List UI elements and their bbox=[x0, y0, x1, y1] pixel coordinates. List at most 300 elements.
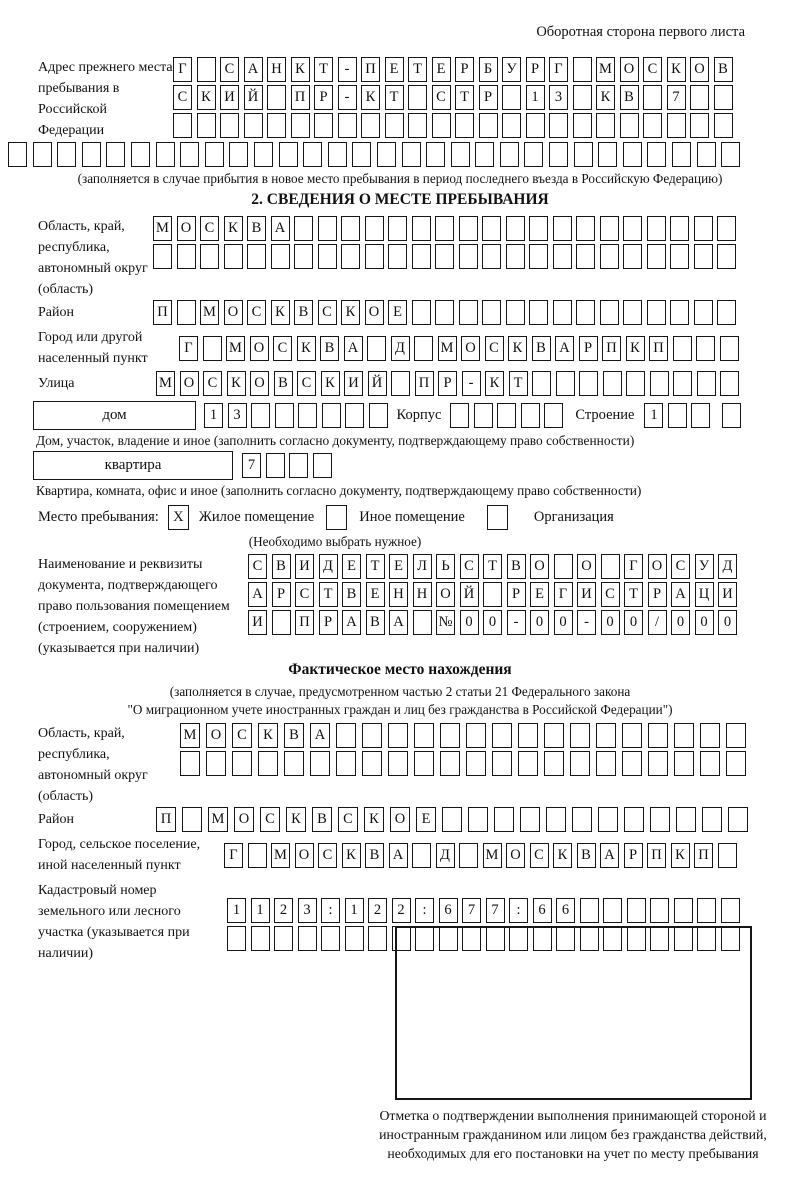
char-cell[interactable]: 7 bbox=[242, 453, 261, 478]
char-cell[interactable]: : bbox=[321, 898, 340, 923]
char-cell[interactable]: К bbox=[286, 807, 306, 832]
char-cell[interactable] bbox=[647, 300, 666, 325]
char-cell[interactable]: 1 bbox=[204, 403, 223, 428]
char-cell[interactable] bbox=[466, 751, 486, 776]
char-cell[interactable]: Р bbox=[479, 85, 498, 110]
char-cell[interactable]: В bbox=[532, 336, 551, 361]
char-cell[interactable]: Г bbox=[549, 57, 568, 82]
char-cell[interactable] bbox=[518, 723, 538, 748]
char-cell[interactable]: Р bbox=[319, 610, 338, 635]
char-cell[interactable] bbox=[131, 142, 150, 167]
char-cell[interactable] bbox=[674, 751, 694, 776]
char-cell[interactable] bbox=[440, 723, 460, 748]
char-cell[interactable] bbox=[182, 807, 202, 832]
char-cell[interactable]: Н bbox=[267, 57, 286, 82]
char-cell[interactable]: Т bbox=[624, 582, 643, 607]
char-cell[interactable]: Т bbox=[455, 85, 474, 110]
char-cell[interactable]: Б bbox=[479, 57, 498, 82]
char-cell[interactable] bbox=[553, 300, 572, 325]
char-cell[interactable]: К bbox=[297, 336, 316, 361]
char-cell[interactable] bbox=[697, 371, 716, 396]
char-cell[interactable] bbox=[267, 113, 286, 138]
char-cell[interactable]: Н bbox=[413, 582, 432, 607]
char-cell[interactable] bbox=[435, 300, 454, 325]
prev-address-overflow-row[interactable] bbox=[8, 142, 792, 167]
char-cell[interactable]: В bbox=[714, 57, 733, 82]
char-cell[interactable] bbox=[596, 113, 615, 138]
char-cell[interactable] bbox=[494, 807, 514, 832]
char-cell[interactable]: К bbox=[342, 843, 361, 868]
cell-row[interactable] bbox=[179, 336, 739, 361]
char-cell[interactable]: О bbox=[648, 554, 667, 579]
char-cell[interactable]: Д bbox=[436, 843, 455, 868]
char-cell[interactable] bbox=[284, 751, 304, 776]
char-cell[interactable]: М bbox=[153, 216, 172, 241]
char-cell[interactable]: Р bbox=[438, 371, 457, 396]
char-cell[interactable] bbox=[524, 142, 543, 167]
char-cell[interactable]: В bbox=[272, 554, 291, 579]
char-cell[interactable] bbox=[314, 113, 333, 138]
char-cell[interactable]: В bbox=[365, 843, 384, 868]
char-cell[interactable] bbox=[576, 300, 595, 325]
char-cell[interactable] bbox=[318, 216, 337, 241]
char-cell[interactable]: 0 bbox=[483, 610, 502, 635]
char-cell[interactable] bbox=[412, 244, 431, 269]
char-cell[interactable]: Е bbox=[385, 57, 404, 82]
char-cell[interactable]: Т bbox=[385, 85, 404, 110]
char-cell[interactable] bbox=[580, 898, 599, 923]
char-cell[interactable] bbox=[506, 216, 525, 241]
checkbox-organizatsiya[interactable] bbox=[487, 505, 508, 530]
char-cell[interactable] bbox=[279, 142, 298, 167]
char-cell[interactable] bbox=[690, 113, 709, 138]
char-cell[interactable] bbox=[622, 751, 642, 776]
char-cell[interactable] bbox=[459, 300, 478, 325]
char-cell[interactable]: К bbox=[291, 57, 310, 82]
char-cell[interactable] bbox=[413, 610, 432, 635]
char-cell[interactable]: С bbox=[260, 807, 280, 832]
char-cell[interactable]: - bbox=[338, 85, 357, 110]
char-cell[interactable] bbox=[554, 554, 573, 579]
char-cell[interactable]: С bbox=[485, 336, 504, 361]
char-cell[interactable] bbox=[275, 403, 294, 428]
char-cell[interactable]: 7 bbox=[486, 898, 505, 923]
char-cell[interactable]: В bbox=[284, 723, 304, 748]
char-cell[interactable] bbox=[518, 751, 538, 776]
char-cell[interactable] bbox=[598, 807, 618, 832]
char-cell[interactable]: У bbox=[695, 554, 714, 579]
char-cell[interactable] bbox=[336, 723, 356, 748]
char-cell[interactable] bbox=[479, 113, 498, 138]
char-cell[interactable]: К bbox=[364, 807, 384, 832]
char-cell[interactable] bbox=[600, 300, 619, 325]
char-cell[interactable]: И bbox=[344, 371, 363, 396]
char-cell[interactable]: М bbox=[271, 843, 290, 868]
char-cell[interactable] bbox=[442, 807, 462, 832]
char-cell[interactable] bbox=[572, 807, 592, 832]
char-cell[interactable] bbox=[205, 142, 224, 167]
char-cell[interactable] bbox=[251, 403, 270, 428]
char-cell[interactable] bbox=[700, 751, 720, 776]
char-cell[interactable] bbox=[206, 751, 226, 776]
char-cell[interactable] bbox=[650, 807, 670, 832]
char-cell[interactable] bbox=[229, 142, 248, 167]
char-cell[interactable] bbox=[414, 336, 433, 361]
char-cell[interactable]: П bbox=[602, 336, 621, 361]
char-cell[interactable]: О bbox=[577, 554, 596, 579]
char-cell[interactable]: 6 bbox=[556, 898, 575, 923]
char-cell[interactable] bbox=[720, 336, 739, 361]
cell-row[interactable] bbox=[248, 554, 737, 579]
checkbox-inoe[interactable] bbox=[326, 505, 347, 530]
dom-type-box[interactable]: дом bbox=[33, 401, 196, 430]
char-cell[interactable] bbox=[722, 403, 741, 428]
char-cell[interactable] bbox=[700, 723, 720, 748]
char-cell[interactable] bbox=[603, 898, 622, 923]
char-cell[interactable]: П bbox=[153, 300, 172, 325]
char-cell[interactable]: Р bbox=[526, 57, 545, 82]
char-cell[interactable]: О bbox=[224, 300, 243, 325]
char-cell[interactable] bbox=[574, 142, 593, 167]
char-cell[interactable] bbox=[426, 142, 445, 167]
char-cell[interactable]: К bbox=[224, 216, 243, 241]
char-cell[interactable]: П bbox=[156, 807, 176, 832]
char-cell[interactable]: Р bbox=[272, 582, 291, 607]
char-cell[interactable]: К bbox=[508, 336, 527, 361]
char-cell[interactable] bbox=[294, 244, 313, 269]
char-cell[interactable] bbox=[272, 610, 291, 635]
char-cell[interactable]: М bbox=[483, 843, 502, 868]
char-cell[interactable] bbox=[106, 142, 125, 167]
char-cell[interactable]: К bbox=[258, 723, 278, 748]
char-cell[interactable] bbox=[697, 898, 716, 923]
char-cell[interactable]: 1 bbox=[526, 85, 545, 110]
char-cell[interactable]: 1 bbox=[227, 898, 246, 923]
char-cell[interactable] bbox=[173, 113, 192, 138]
char-cell[interactable]: К bbox=[667, 57, 686, 82]
char-cell[interactable] bbox=[474, 403, 493, 428]
char-cell[interactable] bbox=[266, 453, 285, 478]
char-cell[interactable] bbox=[224, 244, 243, 269]
char-cell[interactable] bbox=[544, 403, 563, 428]
char-cell[interactable] bbox=[33, 142, 52, 167]
char-cell[interactable] bbox=[544, 751, 564, 776]
char-cell[interactable] bbox=[650, 371, 669, 396]
char-cell[interactable] bbox=[573, 85, 592, 110]
char-cell[interactable]: П bbox=[647, 843, 666, 868]
char-cell[interactable]: П bbox=[361, 57, 380, 82]
char-cell[interactable]: О bbox=[250, 371, 269, 396]
char-cell[interactable]: 1 bbox=[251, 898, 270, 923]
char-cell[interactable]: Т bbox=[366, 554, 385, 579]
char-cell[interactable]: С bbox=[173, 85, 192, 110]
char-cell[interactable] bbox=[673, 336, 692, 361]
char-cell[interactable] bbox=[247, 244, 266, 269]
char-cell[interactable] bbox=[694, 216, 713, 241]
char-cell[interactable]: Е bbox=[366, 582, 385, 607]
char-cell[interactable]: О bbox=[365, 300, 384, 325]
char-cell[interactable]: А bbox=[600, 843, 619, 868]
char-cell[interactable]: Р bbox=[648, 582, 667, 607]
char-cell[interactable] bbox=[647, 216, 666, 241]
char-cell[interactable] bbox=[624, 807, 644, 832]
char-cell[interactable]: С bbox=[338, 807, 358, 832]
char-cell[interactable] bbox=[177, 244, 196, 269]
char-cell[interactable] bbox=[440, 751, 460, 776]
char-cell[interactable] bbox=[367, 336, 386, 361]
char-cell[interactable]: Р bbox=[455, 57, 474, 82]
char-cell[interactable]: М bbox=[596, 57, 615, 82]
char-cell[interactable]: А bbox=[389, 843, 408, 868]
char-cell[interactable]: С bbox=[643, 57, 662, 82]
char-cell[interactable]: К bbox=[341, 300, 360, 325]
char-cell[interactable] bbox=[623, 216, 642, 241]
cell-row[interactable] bbox=[153, 300, 736, 325]
char-cell[interactable]: 0 bbox=[624, 610, 643, 635]
char-cell[interactable] bbox=[520, 807, 540, 832]
char-cell[interactable] bbox=[717, 216, 736, 241]
char-cell[interactable]: Ь bbox=[436, 554, 455, 579]
char-cell[interactable] bbox=[694, 300, 713, 325]
char-cell[interactable] bbox=[696, 336, 715, 361]
char-cell[interactable]: : bbox=[415, 898, 434, 923]
char-cell[interactable] bbox=[579, 371, 598, 396]
char-cell[interactable] bbox=[623, 142, 642, 167]
char-cell[interactable]: Т bbox=[319, 582, 338, 607]
char-cell[interactable]: К bbox=[596, 85, 615, 110]
char-cell[interactable] bbox=[497, 403, 516, 428]
char-cell[interactable]: К bbox=[553, 843, 572, 868]
char-cell[interactable] bbox=[377, 142, 396, 167]
char-cell[interactable] bbox=[388, 751, 408, 776]
char-cell[interactable]: О bbox=[250, 336, 269, 361]
char-cell[interactable] bbox=[526, 113, 545, 138]
char-cell[interactable]: В bbox=[577, 843, 596, 868]
char-cell[interactable] bbox=[570, 751, 590, 776]
char-cell[interactable] bbox=[365, 244, 384, 269]
char-cell[interactable] bbox=[414, 751, 434, 776]
char-cell[interactable] bbox=[336, 751, 356, 776]
char-cell[interactable]: А bbox=[244, 57, 263, 82]
char-cell[interactable] bbox=[672, 142, 691, 167]
char-cell[interactable] bbox=[576, 244, 595, 269]
char-cell[interactable]: О bbox=[180, 371, 199, 396]
char-cell[interactable]: В bbox=[342, 582, 361, 607]
char-cell[interactable]: С bbox=[601, 582, 620, 607]
char-cell[interactable] bbox=[500, 142, 519, 167]
char-cell[interactable]: Г bbox=[179, 336, 198, 361]
char-cell[interactable] bbox=[203, 336, 222, 361]
char-cell[interactable]: В bbox=[507, 554, 526, 579]
char-cell[interactable]: П bbox=[649, 336, 668, 361]
char-cell[interactable] bbox=[412, 300, 431, 325]
char-cell[interactable]: К bbox=[227, 371, 246, 396]
char-cell[interactable] bbox=[676, 807, 696, 832]
char-cell[interactable]: С bbox=[220, 57, 239, 82]
char-cell[interactable]: К bbox=[671, 843, 690, 868]
char-cell[interactable] bbox=[506, 244, 525, 269]
char-cell[interactable] bbox=[352, 142, 371, 167]
char-cell[interactable]: Е bbox=[388, 300, 407, 325]
char-cell[interactable] bbox=[544, 723, 564, 748]
char-cell[interactable] bbox=[177, 300, 196, 325]
char-cell[interactable]: И bbox=[295, 554, 314, 579]
char-cell[interactable]: С bbox=[318, 843, 337, 868]
char-cell[interactable] bbox=[388, 216, 407, 241]
char-cell[interactable] bbox=[596, 723, 616, 748]
char-cell[interactable]: А bbox=[271, 216, 290, 241]
char-cell[interactable]: 3 bbox=[549, 85, 568, 110]
char-cell[interactable]: Ц bbox=[695, 582, 714, 607]
cell-row[interactable] bbox=[153, 244, 736, 269]
char-cell[interactable] bbox=[668, 403, 687, 428]
char-cell[interactable] bbox=[200, 244, 219, 269]
char-cell[interactable]: О bbox=[690, 57, 709, 82]
char-cell[interactable]: 0 bbox=[460, 610, 479, 635]
char-cell[interactable] bbox=[598, 142, 617, 167]
char-cell[interactable]: Л bbox=[413, 554, 432, 579]
char-cell[interactable]: Д bbox=[391, 336, 410, 361]
char-cell[interactable]: О bbox=[530, 554, 549, 579]
char-cell[interactable] bbox=[414, 723, 434, 748]
char-cell[interactable]: С bbox=[248, 554, 267, 579]
cell-row[interactable] bbox=[173, 85, 733, 110]
char-cell[interactable] bbox=[553, 216, 572, 241]
char-cell[interactable]: Р bbox=[579, 336, 598, 361]
char-cell[interactable] bbox=[674, 898, 693, 923]
char-cell[interactable]: 7 bbox=[462, 898, 481, 923]
char-cell[interactable] bbox=[388, 244, 407, 269]
char-cell[interactable] bbox=[667, 113, 686, 138]
char-cell[interactable] bbox=[451, 142, 470, 167]
char-cell[interactable] bbox=[244, 113, 263, 138]
char-cell[interactable]: В bbox=[274, 371, 293, 396]
char-cell[interactable]: С bbox=[530, 843, 549, 868]
char-cell[interactable]: 0 bbox=[601, 610, 620, 635]
char-cell[interactable]: Т bbox=[509, 371, 528, 396]
char-cell[interactable]: М bbox=[438, 336, 457, 361]
cell-row[interactable] bbox=[180, 751, 746, 776]
char-cell[interactable] bbox=[717, 300, 736, 325]
cell-row[interactable] bbox=[156, 807, 748, 832]
char-cell[interactable]: Р bbox=[314, 85, 333, 110]
checkbox-zhiloe[interactable]: X bbox=[168, 505, 189, 530]
char-cell[interactable]: 0 bbox=[671, 610, 690, 635]
char-cell[interactable]: - bbox=[462, 371, 481, 396]
char-cell[interactable]: Д bbox=[319, 554, 338, 579]
char-cell[interactable] bbox=[468, 807, 488, 832]
korpus-cells[interactable] bbox=[450, 403, 563, 428]
char-cell[interactable] bbox=[402, 142, 421, 167]
char-cell[interactable]: С bbox=[247, 300, 266, 325]
char-cell[interactable] bbox=[670, 216, 689, 241]
char-cell[interactable]: 1 bbox=[644, 403, 663, 428]
dom-number-cells[interactable] bbox=[204, 403, 388, 428]
char-cell[interactable] bbox=[391, 371, 410, 396]
char-cell[interactable] bbox=[570, 723, 590, 748]
cell-row[interactable] bbox=[248, 610, 737, 635]
char-cell[interactable] bbox=[248, 843, 267, 868]
char-cell[interactable]: П bbox=[291, 85, 310, 110]
char-cell[interactable]: Й bbox=[368, 371, 387, 396]
char-cell[interactable]: С bbox=[203, 371, 222, 396]
char-cell[interactable]: М bbox=[200, 300, 219, 325]
char-cell[interactable]: 6 bbox=[439, 898, 458, 923]
char-cell[interactable] bbox=[647, 244, 666, 269]
char-cell[interactable]: 0 bbox=[695, 610, 714, 635]
char-cell[interactable]: Р bbox=[507, 582, 526, 607]
char-cell[interactable] bbox=[697, 142, 716, 167]
char-cell[interactable]: Р bbox=[624, 843, 643, 868]
char-cell[interactable] bbox=[82, 142, 101, 167]
char-cell[interactable] bbox=[596, 751, 616, 776]
char-cell[interactable]: 7 bbox=[667, 85, 686, 110]
char-cell[interactable]: / bbox=[648, 610, 667, 635]
char-cell[interactable] bbox=[341, 244, 360, 269]
char-cell[interactable] bbox=[408, 85, 427, 110]
char-cell[interactable] bbox=[267, 85, 286, 110]
char-cell[interactable]: 0 bbox=[718, 610, 737, 635]
char-cell[interactable]: П bbox=[415, 371, 434, 396]
char-cell[interactable] bbox=[455, 113, 474, 138]
char-cell[interactable] bbox=[328, 142, 347, 167]
char-cell[interactable] bbox=[408, 113, 427, 138]
char-cell[interactable] bbox=[459, 216, 478, 241]
char-cell[interactable]: О bbox=[234, 807, 254, 832]
char-cell[interactable]: О bbox=[295, 843, 314, 868]
char-cell[interactable] bbox=[553, 244, 572, 269]
char-cell[interactable] bbox=[388, 723, 408, 748]
char-cell[interactable] bbox=[412, 216, 431, 241]
char-cell[interactable] bbox=[546, 807, 566, 832]
char-cell[interactable] bbox=[721, 898, 740, 923]
char-cell[interactable] bbox=[673, 371, 692, 396]
char-cell[interactable]: С bbox=[460, 554, 479, 579]
char-cell[interactable]: 0 bbox=[554, 610, 573, 635]
char-cell[interactable]: С bbox=[671, 554, 690, 579]
char-cell[interactable] bbox=[412, 843, 431, 868]
char-cell[interactable]: К bbox=[197, 85, 216, 110]
char-cell[interactable] bbox=[726, 723, 746, 748]
char-cell[interactable] bbox=[156, 142, 175, 167]
char-cell[interactable]: 2 bbox=[274, 898, 293, 923]
char-cell[interactable]: 3 bbox=[298, 898, 317, 923]
char-cell[interactable]: 0 bbox=[530, 610, 549, 635]
char-cell[interactable] bbox=[648, 751, 668, 776]
char-cell[interactable]: О bbox=[390, 807, 410, 832]
char-cell[interactable] bbox=[310, 751, 330, 776]
char-cell[interactable] bbox=[361, 113, 380, 138]
char-cell[interactable] bbox=[492, 723, 512, 748]
char-cell[interactable]: О bbox=[620, 57, 639, 82]
char-cell[interactable] bbox=[345, 403, 364, 428]
char-cell[interactable]: И bbox=[577, 582, 596, 607]
char-cell[interactable] bbox=[721, 142, 740, 167]
char-cell[interactable] bbox=[153, 244, 172, 269]
char-cell[interactable] bbox=[271, 244, 290, 269]
char-cell[interactable] bbox=[717, 244, 736, 269]
stroenie-cells[interactable] bbox=[644, 403, 710, 428]
char-cell[interactable]: М bbox=[208, 807, 228, 832]
char-cell[interactable]: И bbox=[220, 85, 239, 110]
char-cell[interactable]: В bbox=[620, 85, 639, 110]
char-cell[interactable] bbox=[691, 403, 710, 428]
char-cell[interactable] bbox=[362, 751, 382, 776]
char-cell[interactable] bbox=[643, 85, 662, 110]
char-cell[interactable]: 2 bbox=[392, 898, 411, 923]
char-cell[interactable]: Г bbox=[224, 843, 243, 868]
char-cell[interactable] bbox=[643, 113, 662, 138]
